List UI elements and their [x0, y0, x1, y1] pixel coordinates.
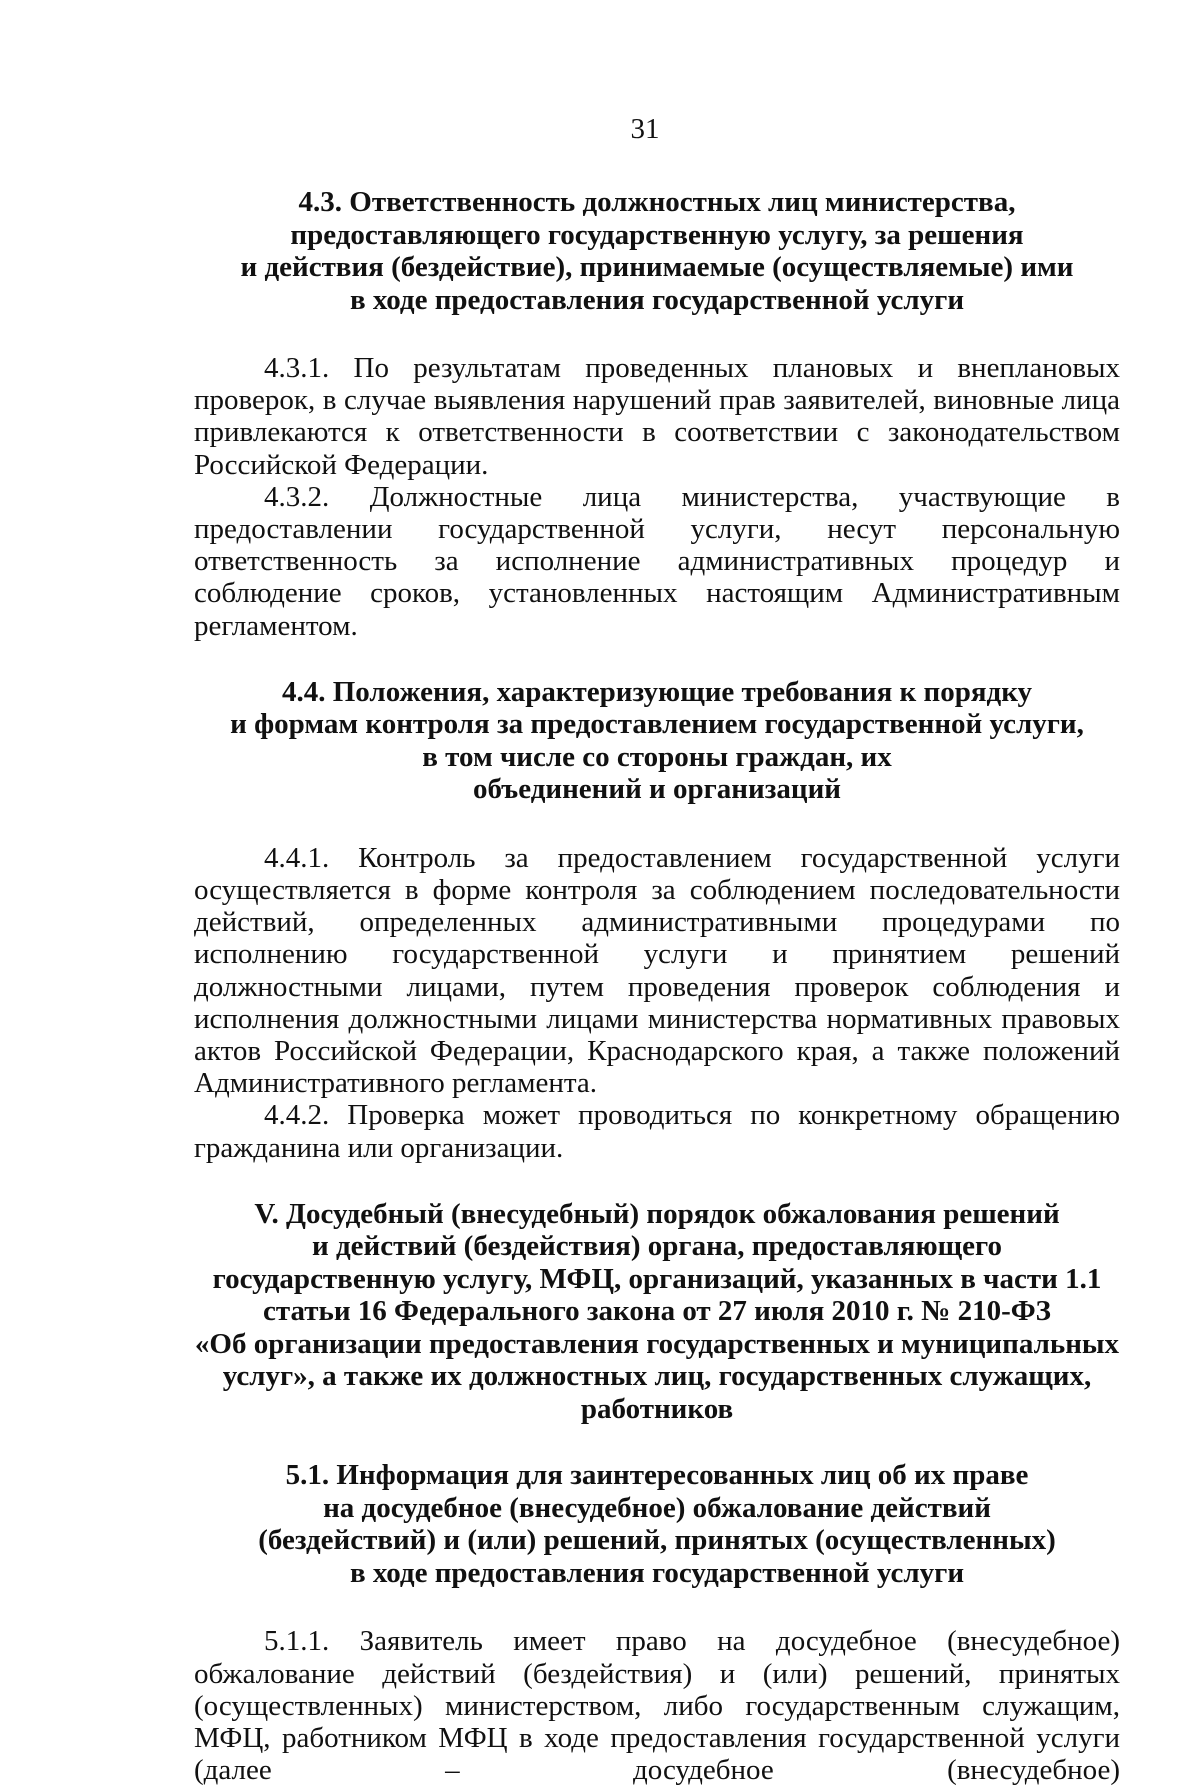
heading-line: объединений и организаций	[473, 773, 841, 806]
section-heading-4-4	[194, 676, 1120, 806]
heading-line: 4.4. Положения, характеризующие требования к порядку	[282, 675, 1032, 708]
heading-line: и формам контроля за предоставлением государственной услуги,	[230, 708, 1084, 741]
heading-line: услуг», а также их должностных лиц, государственных служащих,	[222, 1360, 1092, 1393]
page-number: 31	[630, 113, 660, 145]
document-body	[194, 186, 1120, 1786]
paragraph-4-4-2: 4.4.2. Проверка может проводиться по конкретному обращению гражданина или организации.	[194, 1099, 1120, 1164]
heading-line: в ходе предоставления государственной услуги	[349, 1556, 965, 1589]
heading-line: 5.1. Информация для заинтересованных лиц об их праве	[285, 1459, 1029, 1492]
heading-line: «Об организации предоставления государственных и муниципальных	[194, 1327, 1120, 1360]
paragraph-4-4-1: 4.4.1. Контроль за предоставлением государственной услуги осуществляется в форме контроля за соблюдением последовательности действий, определенных административными процедурами по исполнению государственной услуги и принятием решений должностными лицами, путем проведения проверок соблюдения и исполнения должностными лицами министерства нормативных правовых актов Российской Федерации, Краснодарского края, а также положений Административного регламента.	[194, 841, 1120, 1100]
heading-line: работников	[580, 1392, 734, 1425]
heading-line: статьи 16 Федерального закона от 27 июля 2010 г. № 210-ФЗ	[263, 1295, 1051, 1328]
heading-line: (бездействий) и (или) решений, принятых (осуществленных)	[258, 1524, 1056, 1557]
heading-line: на досудебное (внесудебное) обжалование действий	[323, 1491, 991, 1524]
heading-line: в ходе предоставления государственной услуги	[349, 283, 965, 316]
heading-line: V. Досудебный (внесудебный) порядок обжалования решений	[254, 1197, 1060, 1230]
heading-line: предоставляющего государственную услугу, за решения	[290, 218, 1024, 251]
paragraph-4-3-1: 4.3.1. По результатам проведенных плановых и внеплановых проверок, в случае выявления нарушений прав заявителей, виновные лица привлекаются к ответственности в соответствии с законодательством Российской Федерации.	[194, 352, 1120, 481]
paragraph-5-1-1: 5.1.1. Заявитель имеет право на досудебное (внесудебное) обжалование действий (бездействия) и (или) решений, принятых (осуществленных) министерством, либо государственным служащим, МФЦ, работником МФЦ в ходе предоставления государственной услуги (далее – досудебное (внесудебное)	[194, 1625, 1120, 1786]
section-heading-v	[194, 1198, 1120, 1426]
section-heading-4-3	[194, 186, 1120, 316]
heading-line: и действий (бездействия) органа, предоставляющего	[312, 1230, 1002, 1263]
section-heading-5-1	[194, 1459, 1120, 1589]
heading-line: и действия (бездействие), принимаемые (осуществляемые) ими	[240, 251, 1074, 283]
heading-line: в том числе со стороны граждан, их	[422, 740, 892, 773]
heading-line: государственную услугу, МФЦ, организаций, указанных в части 1.1	[212, 1262, 1102, 1295]
paragraph-4-3-2: 4.3.2. Должностные лица министерства, участвующие в предоставлении государственной услуги, несут персональную ответственность за исполнение административных процедур и соблюдение сроков, установленных настоящим Административным регламентом.	[194, 480, 1120, 642]
heading-line: 4.3. Ответственность должностных лиц министерства,	[298, 186, 1016, 218]
